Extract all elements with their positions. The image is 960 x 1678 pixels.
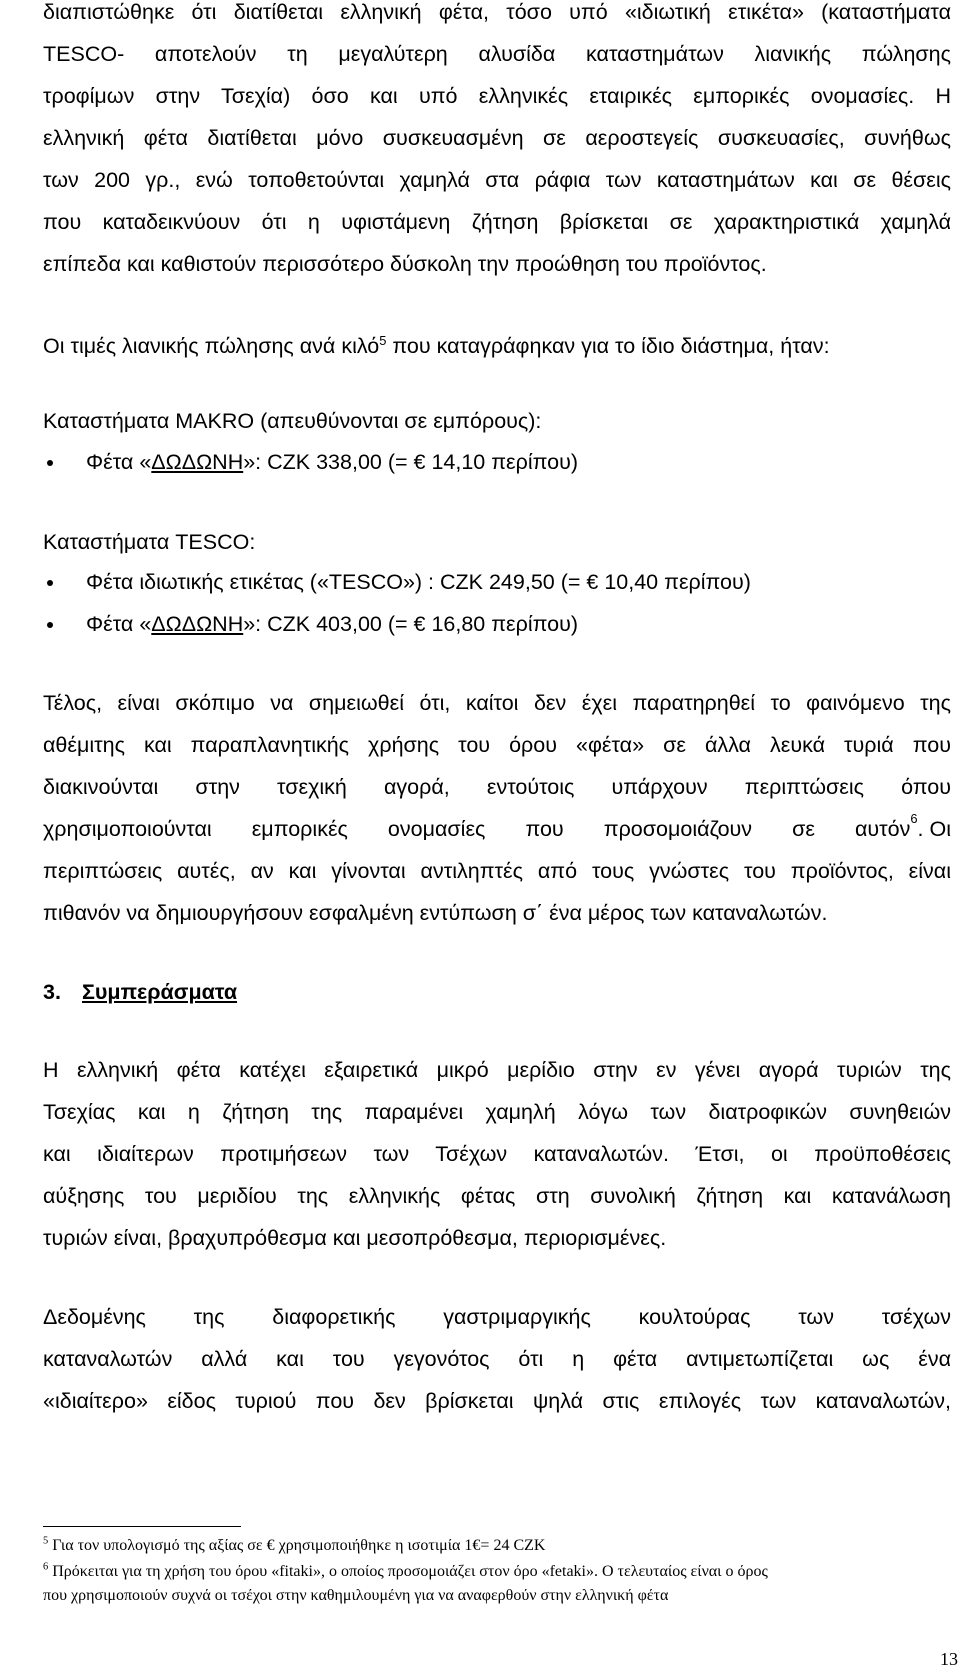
page-number: 13 xyxy=(940,1649,958,1669)
item-text: Φέτα « xyxy=(86,450,152,474)
footnote-6 xyxy=(43,1561,768,1580)
prices-intro-text: Οι τιμές λιανικής πώλησης ανά κιλό xyxy=(43,334,380,358)
footnote-ref[interactable]: 6 xyxy=(910,811,918,826)
footnote-number: 6 xyxy=(43,1561,49,1573)
text-line: «ιδιαίτερο» είδος τυριού που δεν βρίσκεται ψηλά στις επιλογές των καταναλωτών, xyxy=(43,1389,951,1413)
prices-intro-text: που καταγράφηκαν για το ίδιο διάστημα, ήταν: xyxy=(386,334,830,358)
text-line: Τσεχίας και η ζήτηση της παραμένει χαμηλή λόγω των διατροφικών συνηθειών xyxy=(43,1100,951,1124)
item-text: »: CZK 338,00 (= € 14,10 περίπου) xyxy=(243,450,579,474)
text-line: ελληνική φέτα διατίθεται μόνο συσκευασμένη σε αεροστεγείς συσκευασίες, συνήθως xyxy=(43,126,951,150)
section-title: Συμπεράσματα xyxy=(82,980,238,1004)
text-line: που καταδεικνύουν ότι η υφιστάμενη ζήτηση βρίσκεται σε χαρακτηριστικά χαμηλά xyxy=(43,210,951,234)
item-text: »: CZK 403,00 (= € 16,80 περίπου) xyxy=(243,612,579,636)
section-number: 3. xyxy=(43,980,61,1004)
brand-name: ΔΩΔΩΝΗ xyxy=(151,612,244,636)
footnote-text: Πρόκειται για τη χρήση του όρου «fitaki», ο οποίος προσομοιάζει στον όρο «fetaki». Ο τελευταίος είναι ο όρος xyxy=(52,1563,768,1580)
bullet-icon xyxy=(47,460,53,466)
footnote-number: 5 xyxy=(43,1535,49,1547)
tesco-price-item xyxy=(86,572,751,594)
text-line: διαπιστώθηκε ότι διατίθεται ελληνική φέτα, τόσο υπό «ιδιωτική ετικέτα» (καταστήματα xyxy=(43,0,951,24)
makro-heading: Καταστήματα MAKRO (απευθύνονται σε εμπόρους): xyxy=(43,409,542,433)
text-segment: . Οι xyxy=(917,817,951,841)
prices-intro xyxy=(43,332,830,358)
footnote-separator xyxy=(43,1526,241,1527)
footnote-6-continued: που χρησιμοποιούν συχνά οι τσέχοι στην καθημιλουμένη για να αναφερθούν στην ελληνική φέτα xyxy=(43,1587,669,1604)
text-line: περιπτώσεις αυτές, αν και γίνονται αντιληπτές από τους γνώστες του προϊόντος, είναι xyxy=(43,859,951,883)
text-line: διακινούνται στην τσεχική αγορά, εντούτοις υπάρχουν περιπτώσεις όπου xyxy=(43,775,951,799)
text-line: αύξησης του μεριδίου της ελληνικής φέτας στη συνολική ζήτηση και κατανάλωση xyxy=(43,1184,951,1208)
text-line: Τέλος, είναι σκόπιμο να σημειωθεί ότι, καίτοι δεν έχει παρατηρηθεί το φαινόμενο της xyxy=(43,691,951,715)
tesco-price-item xyxy=(86,614,578,636)
bullet-icon xyxy=(47,622,53,628)
footnote-text: Για τον υπολογισμό της αξίας σε € χρησιμοποιήθηκε η ισοτιμία 1€= 24 CZK xyxy=(52,1537,546,1554)
text-line: επίπεδα και καθιστούν περισσότερο δύσκολη την προώθηση του προϊόντος. xyxy=(43,252,767,276)
item-text: Φέτα « xyxy=(86,612,152,636)
text-line: Η ελληνική φέτα κατέχει εξαιρετικά μικρό μερίδιο στην εν γένει αγορά τυριών της xyxy=(43,1058,951,1082)
tesco-heading: Καταστήματα TESCO: xyxy=(43,530,256,554)
text-line: καταναλωτών αλλά και του γεγονότος ότι η φέτα αντιμετωπίζεται ως ένα xyxy=(43,1347,951,1371)
text-line: τυριών είναι, βραχυπρόθεσμα και μεσοπρόθεσμα, περιορισμένες. xyxy=(43,1226,667,1250)
text-line xyxy=(43,811,951,841)
text-line: και ιδιαίτερων προτιμήσεων των Τσέχων καταναλωτών. Έτσι, οι προϋποθέσεις xyxy=(43,1142,951,1166)
text-line: TESCO- αποτελούν τη μεγαλύτερη αλυσίδα καταστημάτων λιανικής πώλησης xyxy=(43,42,951,66)
text-line: των 200 γρ., ενώ τοποθετούνται χαμηλά στα ράφια των καταστημάτων και σε θέσεις xyxy=(43,168,951,192)
text-line: πιθανόν να δημιουργήσουν εσφαλμένη εντύπωση σ΄ ένα μέρος των καταναλωτών. xyxy=(43,901,828,925)
text-line: αθέμιτης και παραπλανητικής χρήσης του όρου «φέτα» σε άλλα λευκά τυριά που xyxy=(43,733,951,757)
footnote-ref[interactable]: 5 xyxy=(379,332,387,348)
makro-price-item xyxy=(86,452,578,474)
brand-name: ΔΩΔΩΝΗ xyxy=(151,450,244,474)
footnote-5 xyxy=(43,1535,546,1554)
text-line: Δεδομένης της διαφορετικής γαστριμαργικής κουλτούρας των τσέχων xyxy=(43,1305,951,1329)
text-line: τροφίμων στην Τσεχία) όσο και υπό ελληνικές εταιρικές εμπορικές ονομασίες. Η xyxy=(43,84,951,108)
item-text: Φέτα ιδιωτικής ετικέτας («TESCO») : CZK 249,50 (= € 10,40 περίπου) xyxy=(86,570,751,594)
text-segment: χρησιμοποιούνται εμπορικές ονομασίες που προσομοιάζουν σε αυτόν xyxy=(43,817,911,841)
bullet-icon xyxy=(47,580,53,586)
